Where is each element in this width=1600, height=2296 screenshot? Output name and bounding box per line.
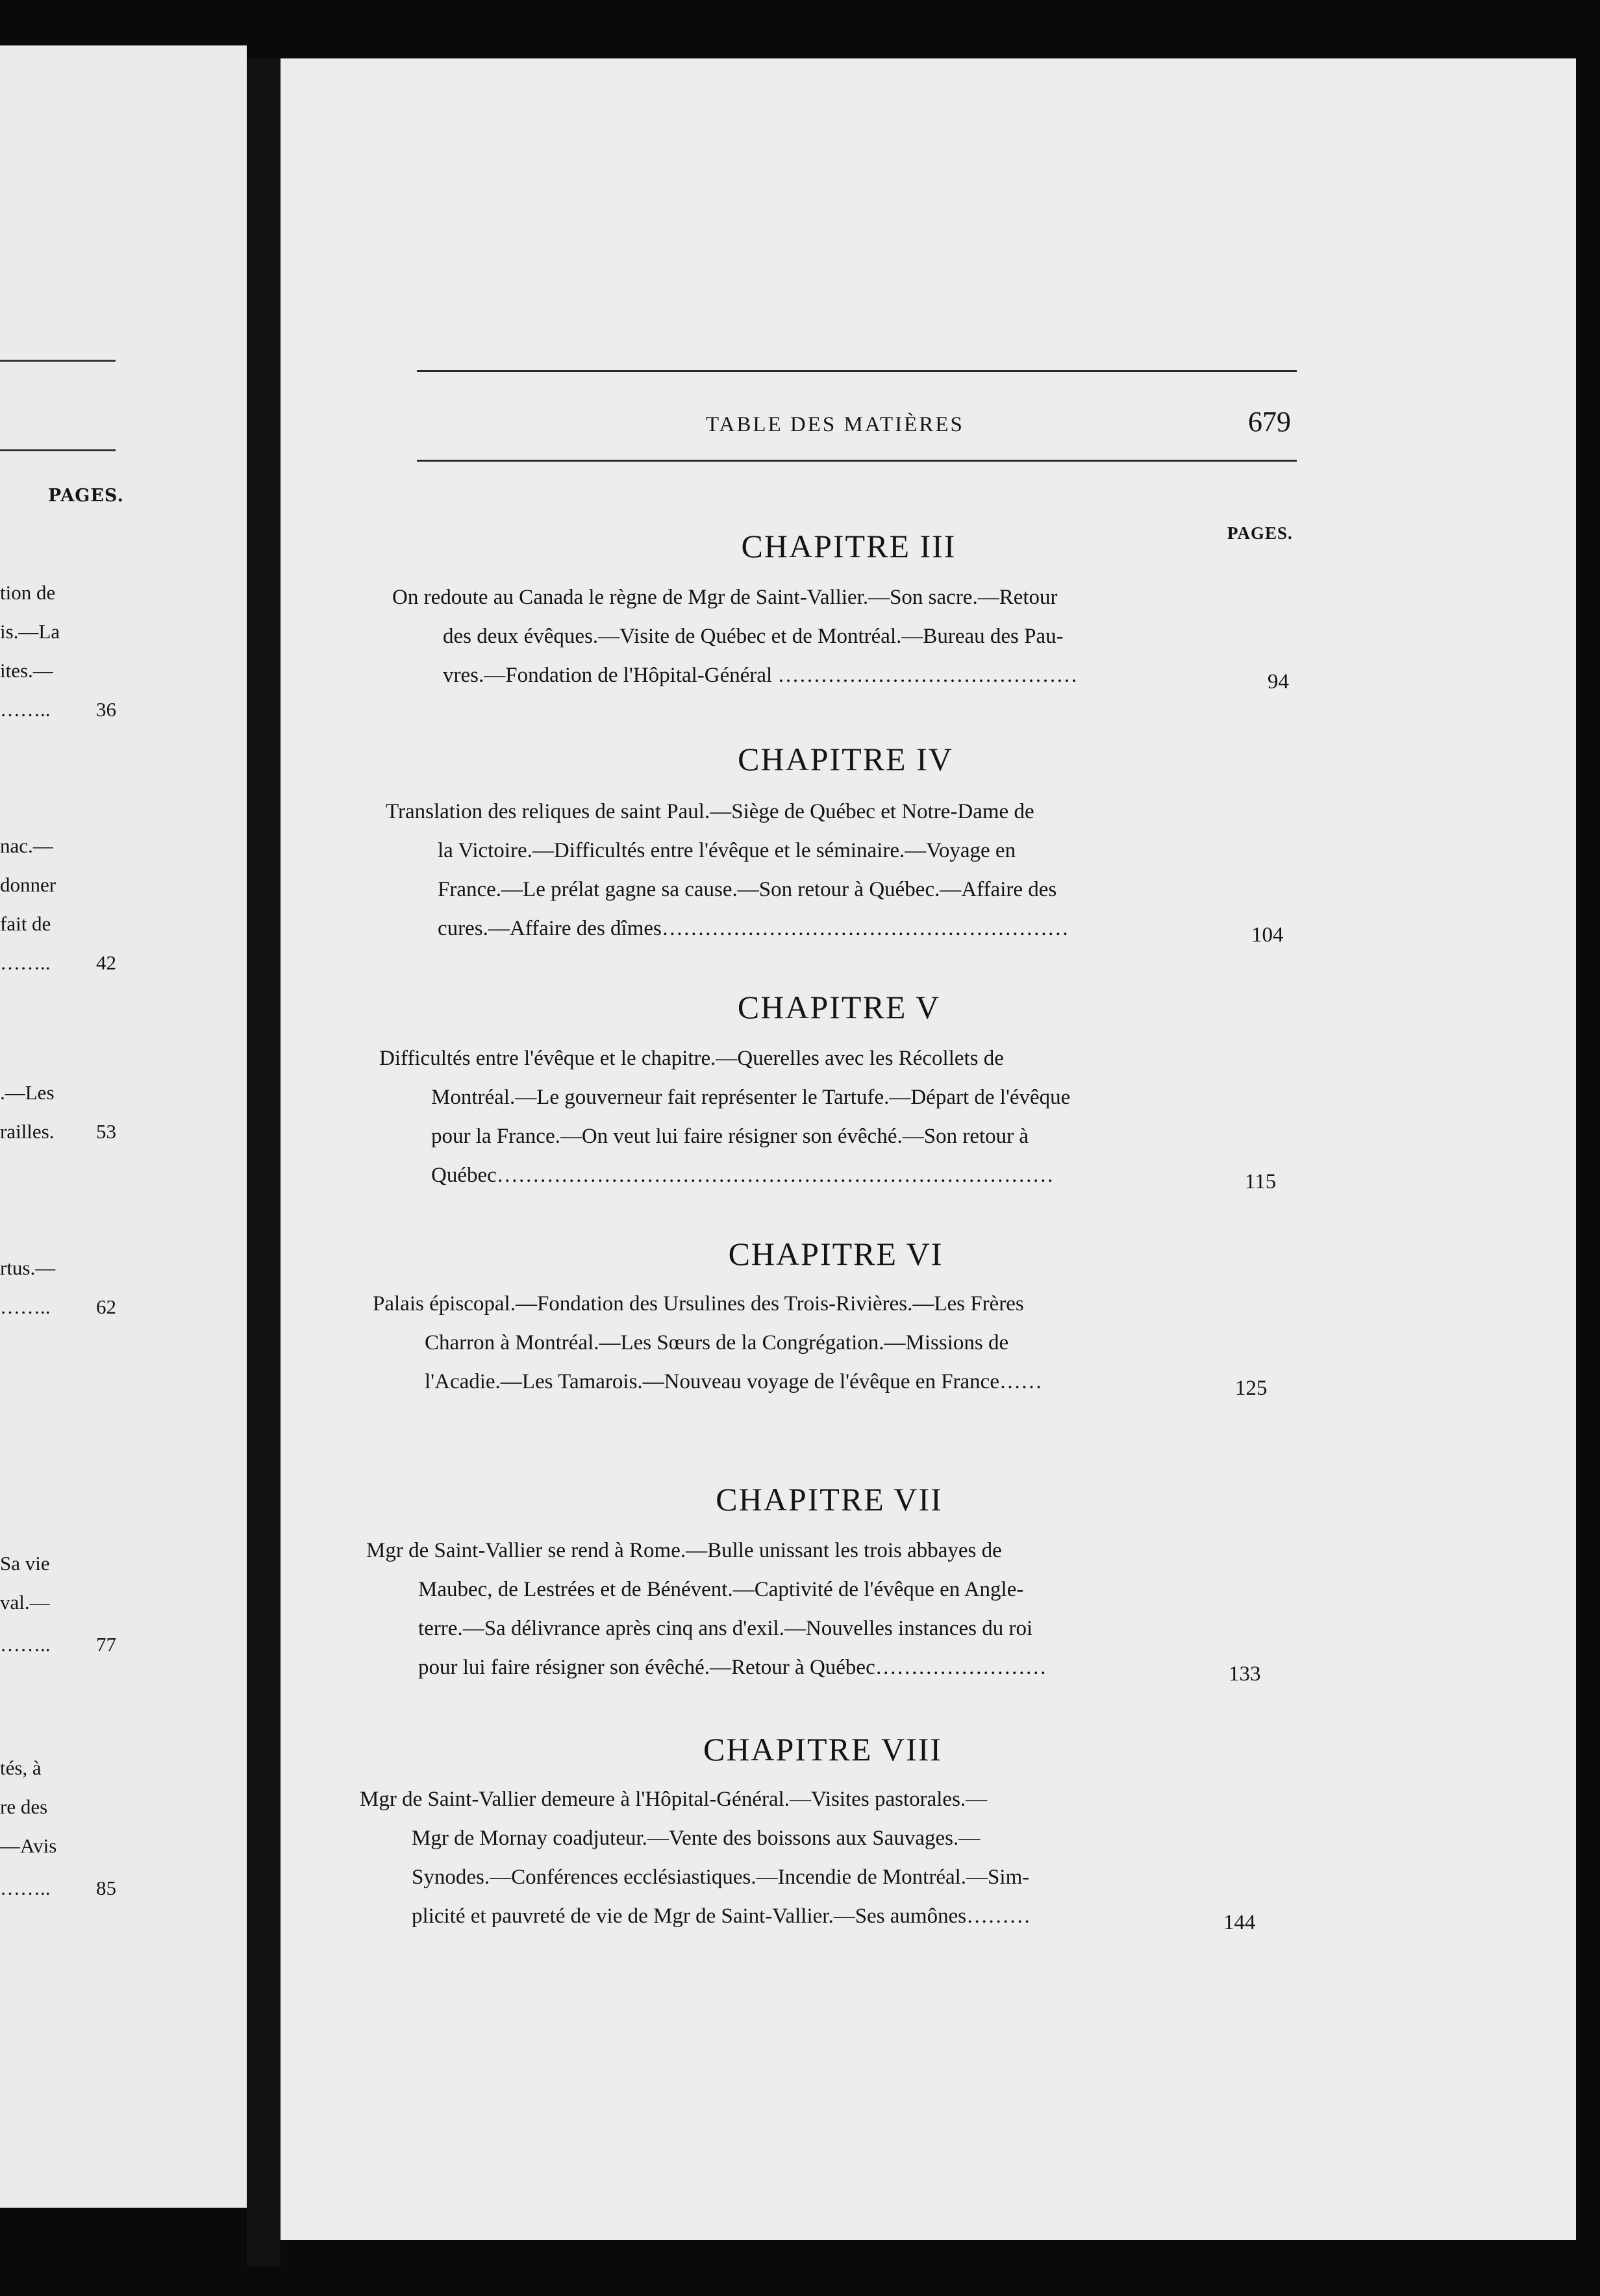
chapter-summary-line: Maubec, de Lestrées et de Bénévent.—Captivité de l'évêque en Angle- <box>418 1578 1024 1601</box>
left-page-fragment: val.— <box>0 1591 50 1614</box>
chapter-summary-line: plicité et pauvreté de vie de Mgr de Saint-Vallier.—Ses aumônes……… <box>412 1904 1031 1928</box>
left-header-rule-top <box>0 360 116 362</box>
left-page-fragment: re des <box>0 1795 48 1818</box>
left-page-number: 62 <box>96 1295 116 1318</box>
chapter-summary-line: terre.—Sa délivrance après cinq ans d'exil.—Nouvelles instances du roi <box>418 1617 1033 1640</box>
chapter-title: CHAPITRE VI <box>728 1236 944 1272</box>
page-number: 679 <box>1248 406 1291 438</box>
chapter-summary-line: Palais épiscopal.—Fondation des Ursulines des Trois-Rivières.—Les Frères <box>373 1292 1024 1316</box>
chapter-title: CHAPITRE VIII <box>703 1731 943 1767</box>
left-page-fragment: tion de <box>0 581 56 604</box>
chapter-summary-line: cures.—Affaire des dîmes………………………………………………… <box>438 917 1069 940</box>
chapter-summary-line: Translation des reliques de saint Paul.—Siège de Québec et Notre-Dame de <box>386 800 1034 823</box>
left-page-fragment: ites.— <box>0 659 53 682</box>
chapter-title: CHAPITRE V <box>737 989 941 1025</box>
left-page-number: 53 <box>96 1120 116 1143</box>
chapter-summary-line: Difficultés entre l'évêque et le chapitre.—Querelles avec les Récollets de <box>379 1047 1004 1070</box>
left-page-fragment: Sa vie <box>0 1552 50 1575</box>
chapter-summary-line: France.—Le prélat gagne sa cause.—Son retour à Québec.—Affaire des <box>438 878 1057 901</box>
left-page-fragment: —Avis <box>0 1834 57 1857</box>
chapter-summary-line: On redoute au Canada le règne de Mgr de Saint-Vallier.—Son sacre.—Retour <box>392 586 1058 609</box>
left-page-fragment: …….. <box>0 698 51 721</box>
chapter-summary-line: la Victoire.—Difficultés entre l'évêque et le séminaire.—Voyage en <box>438 839 1016 862</box>
left-page-fragment: …….. <box>0 1295 51 1318</box>
chapter-title: CHAPITRE IV <box>738 741 953 777</box>
table-of-contents-page <box>281 58 1576 2240</box>
pages-column-label: PAGES. <box>1227 523 1293 543</box>
left-page-fragment: donner <box>0 873 56 896</box>
left-page-fragment: is.—La <box>0 620 60 643</box>
chapter-page-number: 94 <box>1268 670 1289 693</box>
chapter-page-number: 133 <box>1229 1662 1261 1686</box>
chapter-summary-line: pour lui faire résigner son évêché.—Retour à Québec…………………… <box>418 1656 1047 1679</box>
chapter-summary-line: Mgr de Mornay coadjuteur.—Vente des boissons aux Sauvages.— <box>412 1827 981 1850</box>
chapter-summary-line: Charron à Montréal.—Les Sœurs de la Congrégation.—Missions de <box>425 1331 1009 1354</box>
chapter-summary-line: des deux évêques.—Visite de Québec et de Montréal.—Bureau des Pau- <box>443 625 1064 648</box>
left-page-fragment: fait de <box>0 912 51 935</box>
chapter-summary-line: Synodes.—Conférences ecclésiastiques.—Incendie de Montréal.—Sim- <box>412 1866 1030 1889</box>
chapter-title: CHAPITRE III <box>741 528 956 564</box>
left-page-fragment: railles. <box>0 1120 55 1143</box>
chapter-summary-line: Mgr de Saint-Vallier demeure à l'Hôpital-Général.—Visites pastorales.— <box>360 1788 988 1811</box>
chapter-page-number: 125 <box>1235 1377 1268 1400</box>
left-page-number: 85 <box>96 1877 116 1899</box>
left-page-number: 36 <box>96 698 116 721</box>
chapter-summary-line: pour la France.—On veut lui faire résigner son évêché.—Son retour à <box>431 1125 1029 1148</box>
left-page-number: 42 <box>96 951 116 974</box>
left-page-fragment: rtus.— <box>0 1256 56 1279</box>
chapter-summary-line: Mgr de Saint-Vallier se rend à Rome.—Bulle unissant les trois abbayes de <box>366 1539 1002 1562</box>
left-page-fragment: …….. <box>0 1633 51 1656</box>
chapter-page-number: 144 <box>1223 1911 1256 1934</box>
left-page-fragment: tés, à <box>0 1756 42 1779</box>
left-page-fragment: …….. <box>0 951 51 974</box>
left-page-fragment: …….. <box>0 1877 51 1899</box>
header-rule-bottom <box>417 460 1297 462</box>
left-pages-label: PAGES. <box>48 486 124 506</box>
chapter-summary-line: l'Acadie.—Les Tamarois.—Nouveau voyage de l'évêque en France…… <box>425 1370 1042 1393</box>
chapter-page-number: 115 <box>1245 1170 1277 1193</box>
left-header-rule-bottom <box>0 449 116 451</box>
left-page-fragment: nac.— <box>0 834 53 857</box>
chapter-title: CHAPITRE VII <box>716 1481 943 1517</box>
chapter-page-number: 104 <box>1251 923 1284 947</box>
running-title: TABLE DES MATIÈRES <box>706 413 964 436</box>
left-page-number: 77 <box>96 1633 116 1656</box>
chapter-summary-line: Montréal.—Le gouverneur fait représenter le Tartufe.—Départ de l'évêque <box>431 1086 1071 1109</box>
chapter-summary-line: vres.—Fondation de l'Hôpital-Général …………………………………… <box>443 664 1078 687</box>
left-page-fragment: .—Les <box>0 1081 55 1104</box>
binding-gutter <box>247 58 281 2266</box>
previous-page <box>0 45 247 2208</box>
header-rule-top <box>417 370 1297 372</box>
chapter-summary-line: Québec…………………………………………………………………… <box>431 1164 1054 1187</box>
